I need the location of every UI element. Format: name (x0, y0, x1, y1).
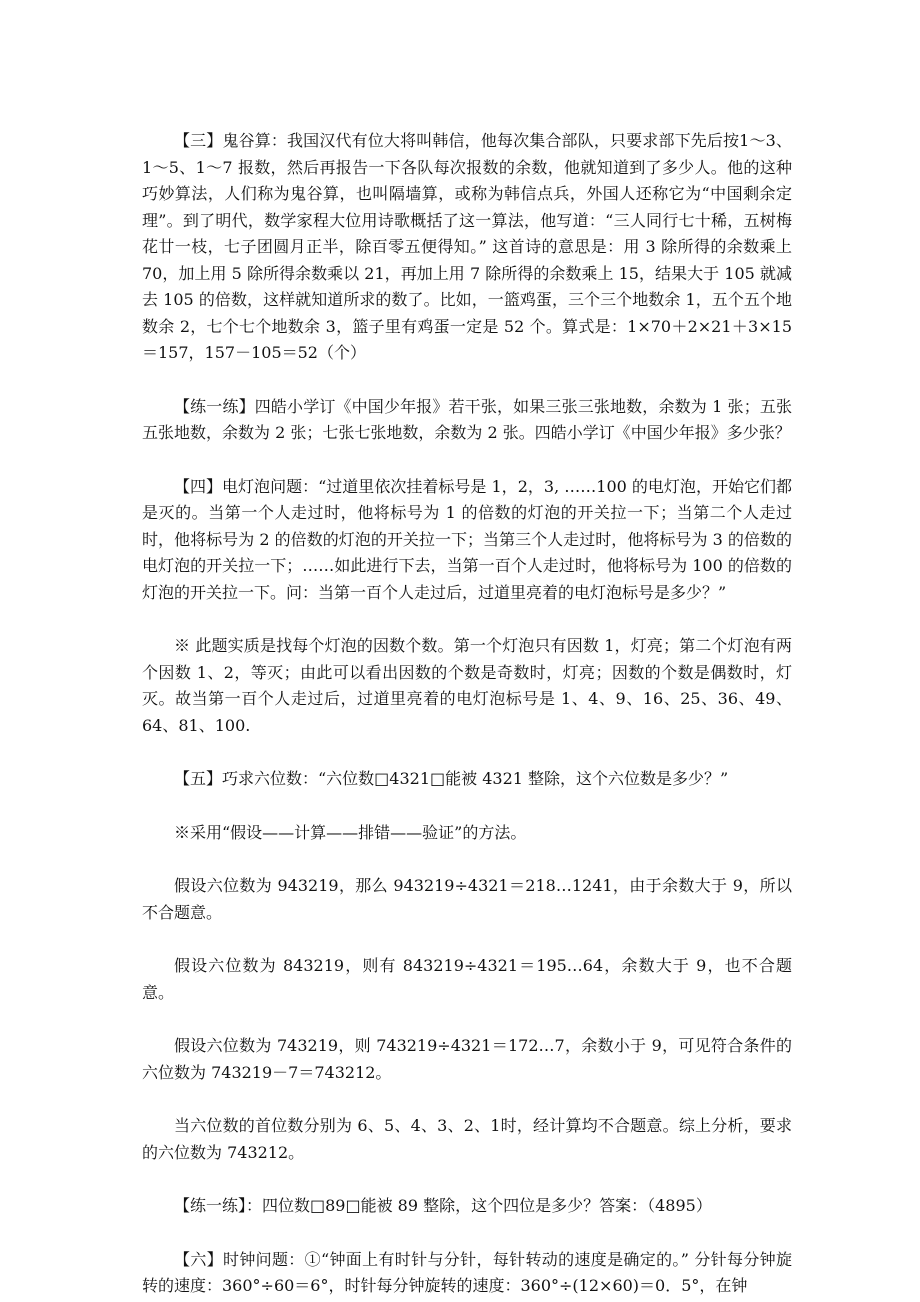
paragraph-assume-743219: 假设六位数为 743219，则 743219÷4321＝172…7，余数小于 9，可见符合条件的六位数为 743219－7＝743212。 (142, 1036, 792, 1082)
paragraph-six-digit-problem: 【五】巧求六位数：“六位数□4321□能被 4321 整除，这个六位数是多少？” (174, 769, 729, 788)
document-page (142, 128, 792, 1300)
paragraph-method-note: ※采用“假设——计算——排错——验证”的方法。 (174, 822, 527, 842)
paragraph-assume-943219: 假设六位数为 943219，那么 943219÷4321＝218…1241，由于余数大于 9，所以不合题意。 (142, 876, 792, 922)
paragraph-clock-problem: 【六】时钟问题：①“钟面上有时针与分针，每针转动的速度是确定的。” 分针每分钟旋转的速度：360°÷60＝6°，时针每分钟旋转的速度：360°÷(12×60)＝0．5°，在钟 (142, 1249, 792, 1295)
paragraph-practice-four-digit: 【练一练】：四位数□89□能被 89 整除，这个四位是多少？答案：（4895） (174, 1196, 712, 1215)
paragraph-guigu-suan: 【三】鬼谷算：我国汉代有位大将叫韩信，他每次集合部队，只要求部下先后按1～3、1～5、1～7 报数，然后再报告一下各队每次报数的余数，他就知道到了多少人。他的这种巧妙算法，人们称为鬼谷算，也叫隔墙算，或称为韩信点兵，外国人还称它为“中国剩余定理”。到了明代，数学家程大位用诗歌概括了这一算法，他写道：“三人同行七十稀，五树梅花廿一枝，七子团圆月正半，除百零五便得知。” 这首诗的意思是：用 3 除所得的余数乘上 70，加上用 5 除所得余数乘以 21，再加上用 7 除所得的余数乘上 15，结果大于 105 就减去 105 的倍数，这样就知道所求的数了。比如，一篮鸡蛋，三个三个地数余 1，五个五个地数余 2，七个七个地数余 3，篮子里有鸡蛋一定是 52 个。算式是：1×70＋2×21＋3×15＝157，157－105＝52（个） (142, 131, 792, 362)
paragraph-conclusion: 当六位数的首位数分别为 6、5、4、3、2、1时，经计算均不合题意。综上分析，要求的六位数为 743212。 (142, 1116, 792, 1162)
paragraph-light-bulb-solution: ※ 此题实质是找每个灯泡的因数个数。第一个灯泡只有因数 1，灯亮；第二个灯泡有两个因数 1、2，等灭；由此可以看出因数的个数是奇数时，灯亮；因数的个数是偶数时，灯灭。故当第一百个人走过后，过道里亮着的电灯泡标号是 1、4、9、16、25、36、49、64、81、100. (142, 636, 792, 735)
paragraph-practice-newspaper: 【练一练】四皓小学订《中国少年报》若干张，如果三张三张地数，余数为 1 张；五张五张地数，余数为 2 张；七张七张地数，余数为 2 张。四皓小学订《中国少年报》多少张？ (142, 396, 792, 442)
paragraph-assume-843219: 假设六位数为 843219，则有 843219÷4321＝195…64，余数大于 9，也不合题意。 (142, 956, 792, 1002)
paragraph-light-bulb-problem: 【四】电灯泡问题：“过道里依次挂着标号是 1，2，3, ……100 的电灯泡，开始它们都是灭的。当第一个人走过时，他将标号为 1 的倍数的灯泡的开关拉一下；当第二个人走过时，他将标号为 2 的倍数的灯泡的开关拉一下；当第三个人走过时，他将标号为 3 的倍数的电灯泡的开关拉一下；……如此进行下去，当第一百个人走过时，他将标号为 100 的倍数的灯泡的开关拉一下。问：当第一百个人走过后，过道里亮着的电灯泡标号是多少？” (142, 476, 792, 602)
